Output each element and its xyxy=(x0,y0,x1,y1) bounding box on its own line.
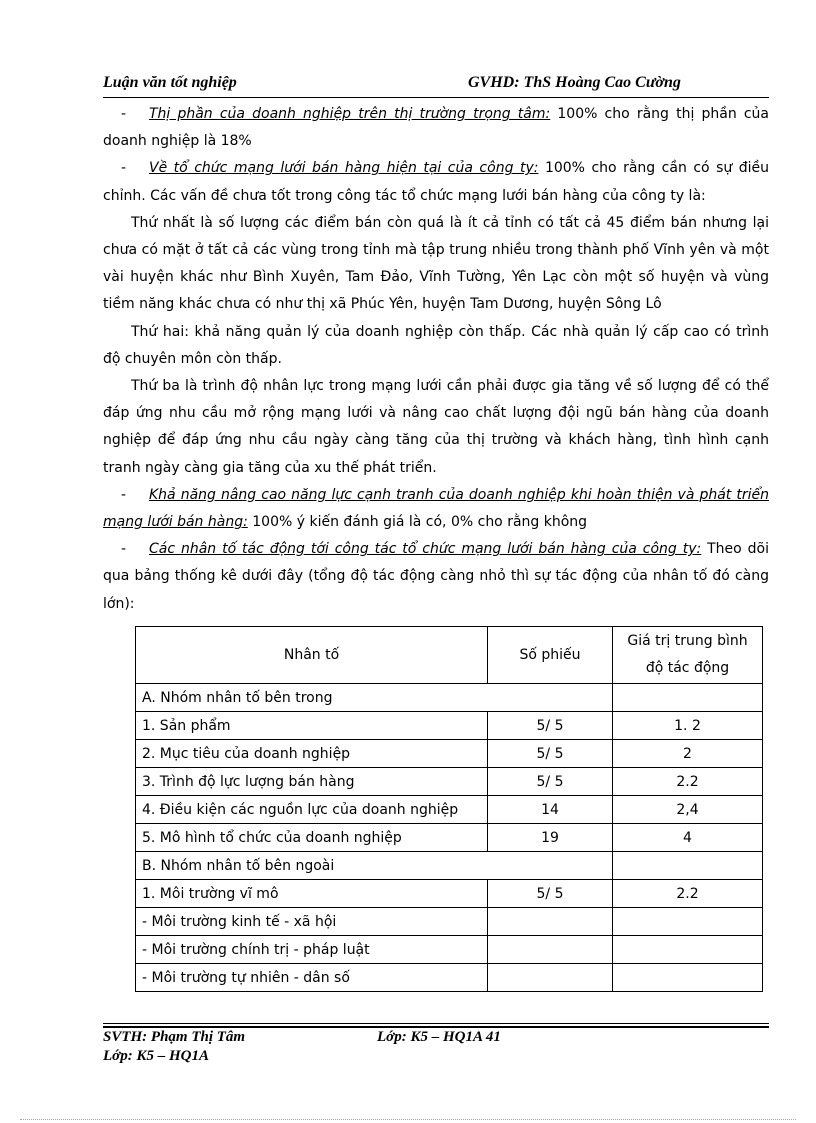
class-label-secondary: Lớp: K5 – HQ1A xyxy=(103,1048,209,1064)
page-header xyxy=(103,72,769,96)
paragraph-third-issue: Thứ ba là trình độ nhân lực trong mạng lưới cần phải được gia tăng về số lượng để có thể đáp ứng nhu cầu mở rộng mạng lưới và nâng cao chất lượng đội ngũ bán hàng của doanh nghiệp để đáp ứng nhu cầu ngày càng tăng của thị trường và khách hàng, tình hình cạnh tranh ngày càng gia tăng của xu thế phát triển. xyxy=(103,378,769,476)
document-body xyxy=(103,101,769,618)
table-row xyxy=(136,796,763,824)
votes-cell: 19 xyxy=(488,824,613,852)
page-bottom-edge xyxy=(20,1119,796,1120)
header-divider xyxy=(103,97,769,98)
table-row xyxy=(136,936,763,964)
bullet-text: Theo dõi qua bảng thống kê dưới đây (tổng độ tác động càng nhỏ thì sự tác động của nhân tố đó càng lớn): xyxy=(103,541,769,612)
paragraph-second-issue: Thứ hai: khả năng quản lý của doanh nghiệp còn thấp. Các nhà quản lý cấp cao có trình độ chuyên môn còn thấp. xyxy=(103,323,769,367)
votes-cell: 5/ 5 xyxy=(488,768,613,796)
impact-cell: 2,4 xyxy=(613,796,763,824)
bullet-text: 100% ý kiến đánh giá là có, 0% cho rằng không xyxy=(247,514,588,531)
votes-cell: 5/ 5 xyxy=(488,712,613,740)
impact-cell xyxy=(613,936,763,964)
table-header-row xyxy=(136,627,763,684)
bullet-lead: Các nhân tố tác động tới công tác tổ chức mạng lưới bán hàng của công ty: xyxy=(149,541,702,558)
factor-name: 1. Môi trường vĩ mô xyxy=(136,880,488,908)
bullet-lead: Thị phần của doanh nghiệp trên thị trường trọng tâm: xyxy=(149,106,551,122)
bullet-dash: - xyxy=(121,106,127,122)
votes-cell: 14 xyxy=(488,796,613,824)
bullet-text: 100% cho rằng cần có sự điều chỉnh. Các vấn đề chưa tốt trong công tác tổ chức mạng lưới bán hàng của công ty là: xyxy=(103,160,770,204)
bullet-factors xyxy=(103,536,769,618)
factor-name: 5. Mô hình tổ chức của doanh nghiệp xyxy=(136,824,488,852)
table-cell xyxy=(613,852,763,880)
votes-cell: 5/ 5 xyxy=(488,740,613,768)
bullet-dash: - xyxy=(121,486,127,503)
factor-name: - Môi trường kinh tế - xã hội xyxy=(136,908,488,936)
paragraph-first-issue: Thứ nhất là số lượng các điểm bán còn quá là ít cả tỉnh có tất cả 45 điểm bán nhưng lại chưa có mặt ở tất cả các vùng trong tỉnh mà tập trung nhiều trong thành phố Vĩnh yên và một vài huyện khác như Bình Xuyên, Tam Đảo, Vĩnh Tường, Yên Lạc còn một số huyện và vùng tiềm năng khác chưa có như thị xã Phúc Yên, huyện Tam Dương, huyện Sông Lô xyxy=(103,214,769,313)
impact-cell: 1. 2 xyxy=(613,712,763,740)
impact-cell: 4 xyxy=(613,824,763,852)
footer-divider xyxy=(103,1023,769,1024)
factors-table xyxy=(135,626,763,992)
bullet-competitiveness xyxy=(103,482,769,536)
thesis-label: Luận văn tốt nghiệp xyxy=(103,74,237,91)
votes-cell xyxy=(488,964,613,992)
bullet-lead: Về tổ chức mạng lưới bán hàng hiện tại của công ty: xyxy=(149,160,539,177)
table-row xyxy=(136,964,763,992)
table-section-row xyxy=(136,852,763,880)
factor-name: 4. Điều kiện các nguồn lực của doanh nghiệp xyxy=(136,796,488,824)
impact-cell xyxy=(613,964,763,992)
bullet-dash: - xyxy=(121,541,127,558)
table-section-row xyxy=(136,684,763,712)
impact-cell xyxy=(613,908,763,936)
table-row xyxy=(136,824,763,852)
impact-cell: 2.2 xyxy=(613,768,763,796)
factor-name: 1. Sản phẩm xyxy=(136,712,488,740)
header-votes: Số phiếu xyxy=(488,627,613,684)
section-internal: A. Nhóm nhân tố bên trong xyxy=(136,684,613,712)
factor-name: 2. Mục tiêu của doanh nghiệp xyxy=(136,740,488,768)
factor-name: - Môi trường tự nhiên - dân số xyxy=(136,964,488,992)
impact-cell: 2.2 xyxy=(613,880,763,908)
bullet-text: 100% cho rằng thị phần của doanh nghiệp là 18% xyxy=(103,106,769,150)
table-row xyxy=(136,712,763,740)
bullet-dash: - xyxy=(121,160,127,177)
votes-cell xyxy=(488,908,613,936)
votes-cell: 5/ 5 xyxy=(488,880,613,908)
impact-cell: 2 xyxy=(613,740,763,768)
table-row xyxy=(136,740,763,768)
factor-name: - Môi trường chính trị - pháp luật xyxy=(136,936,488,964)
factor-name: 3. Trình độ lực lượng bán hàng xyxy=(136,768,488,796)
table-row xyxy=(136,908,763,936)
bullet-lead: Khả năng nâng cao năng lực cạnh tranh của doanh nghiệp khi hoàn thiện và phát triển mạng lưới bán hàng: xyxy=(103,486,769,531)
header-factor: Nhân tố xyxy=(136,627,488,684)
bullet-market-share xyxy=(103,101,769,155)
page-number: 41 xyxy=(485,1029,501,1045)
votes-cell xyxy=(488,936,613,964)
table-row xyxy=(136,880,763,908)
class-label-text: Lớp: K5 – HQ1A xyxy=(377,1029,483,1045)
class-label xyxy=(377,1028,501,1047)
student-name: SVTH: Phạm Thị Tâm xyxy=(103,1029,246,1045)
table-cell xyxy=(613,684,763,712)
header-average-impact: Giá trị trung bình độ tác động xyxy=(613,627,763,684)
advisor-label: GVHD: ThS Hoàng Cao Cường xyxy=(468,74,681,91)
section-external: B. Nhóm nhân tố bên ngoài xyxy=(136,852,613,880)
table-row xyxy=(136,768,763,796)
bullet-network-organization xyxy=(103,155,769,209)
